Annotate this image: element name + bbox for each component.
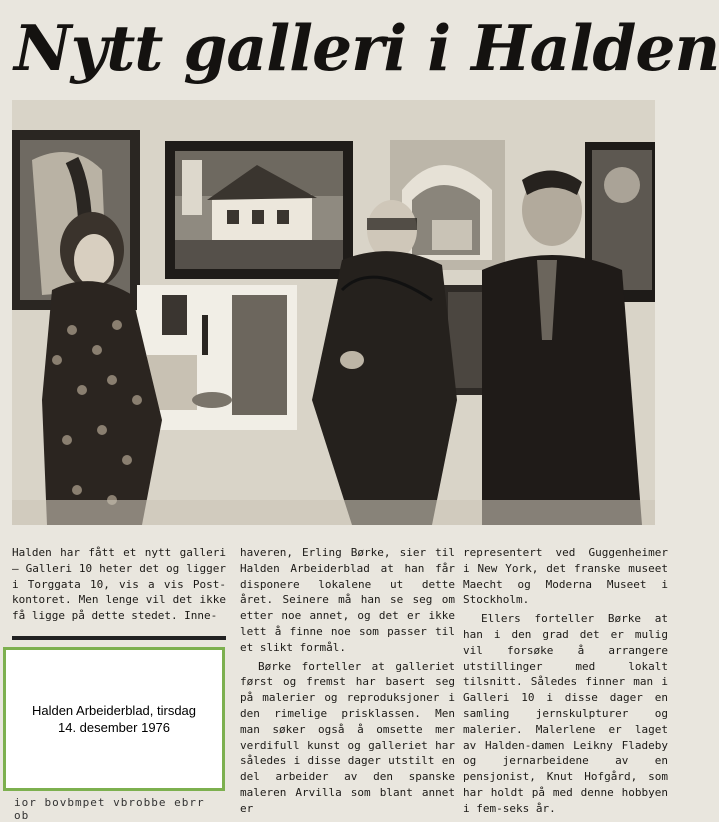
- column-divider-rule: [12, 636, 226, 640]
- article-column-1: [12, 545, 226, 627]
- source-line-2: 14. desember 1976: [57, 720, 171, 735]
- source-line-1: Halden Arbeiderblad, tirsdag: [31, 703, 197, 718]
- article-column-2: [240, 545, 455, 820]
- article-column-3: [463, 545, 668, 820]
- article-paragraph: representert ved Guggenheimer i New York, det franske museet Maecht og Moderna Museet i Stockholm.: [463, 546, 668, 607]
- source-caption-box: [3, 647, 225, 791]
- cut-off-text: ior bovbmpet vbrobbe ebrr ob: [14, 796, 205, 822]
- article-paragraph: Ellers forteller Børke at han i den grad det er mulig vil forsøke å arrangere utstillinger med lokalt tilsnitt. Således finner man i Galleri 10 i disse dager en samling jernskulpturer og malerier. Malerlene er laget av Halden-damen Leikny Fladeby og jernarbeidene av en pensjonist, Knut Hofgård, som har holdt på med denne hobbyen i fem-seks år.: [463, 612, 668, 815]
- headline: Nytt galleri i Halden: [14, 11, 719, 85]
- gallery-photo-icon: [12, 100, 655, 525]
- news-photo: [12, 100, 655, 525]
- source-caption: [14, 702, 214, 736]
- article-paragraph: haveren, Erling Børke, sier til Halden Arbeiderblad at han får disponere lokalene ut dette året. Seinere må han se seg om etter noe annet, og det er ikke lett å finne noe som passer til et slikt formål.: [240, 546, 455, 654]
- article-paragraph: Børke forteller at galleriet først og fremst har basert seg på malerier og reproduksjoner i den rimelige prisklassen. Men man søker også å omsette mer verdifull kunst og galleriet har således i disse dager utstilt en del arbeider av den spanske maleren Arvilla som blant annet er: [240, 659, 455, 815]
- article-paragraph: Halden har fått et nytt galleri — Galleri 10 heter det og ligger i Torggata 10, vis a vis Post-kontoret. Men lenge vil det ikke få ligge på dette stedet. Inne-: [12, 546, 226, 623]
